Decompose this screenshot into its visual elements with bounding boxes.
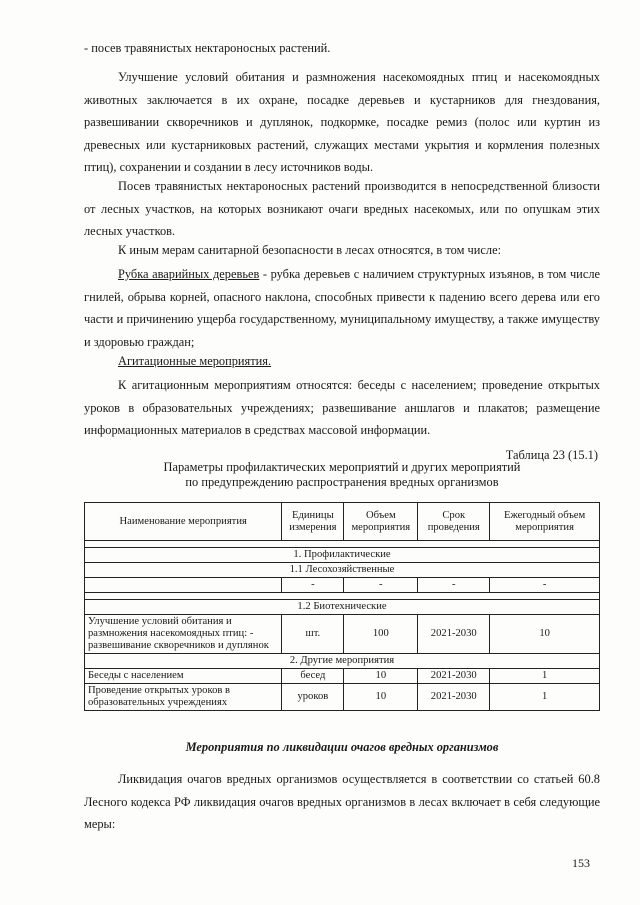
- cell-period: 2021-2030: [418, 669, 490, 684]
- section-heading-liquidation: Мероприятия по ликвидации очагов вредных организмов: [185, 740, 499, 754]
- cell-name: Проведение открытых уроков в образовательных учреждениях: [85, 684, 282, 711]
- paragraph-agitation: К агитационным мероприятиям относятся: беседы с населением; проведение открытых уроков в образовательных учреждениях; развешивание аншлагов и плакатов; размещение информационных материалов в средствах массовой информации.: [84, 378, 600, 438]
- table-section-row: [85, 563, 600, 578]
- term-agitation: Агитационные мероприятия.: [118, 354, 272, 368]
- cell-name: [85, 578, 282, 593]
- table-spacer-row: [85, 593, 600, 600]
- term-emergency-felling: Рубка аварийных деревьев: [118, 267, 260, 281]
- table-row: [85, 669, 600, 684]
- cell-annual: 1: [490, 669, 600, 684]
- table-title-line2: по предупреждению распространения вредных организмов: [185, 475, 499, 489]
- table-section-row: [85, 600, 600, 615]
- header-annual: Ежегодный объем мероприятия: [490, 503, 600, 541]
- cell-period: 2021-2030: [418, 615, 490, 654]
- paragraph-birds: Улучшение условий обитания и размножения насекомоядных птиц и насекомоядных животных заключается в их охране, посадке деревьев и кустарников для гнездования, развешивании скворечников и дуплянок, подкормке, посадке ремиз (полос или куртин из древесных или кустарниковых растений, служащих местами укрытия и кормления полезных птиц), сохранении и создании в лесу источников воды.: [84, 70, 600, 175]
- paragraph-sowing: Посев травянистых нектароносных растений производится в непосредственной близости от лесных участков, на которых возникают очаги вредных насекомых, или по опушкам этих лесных участков.: [84, 179, 600, 239]
- cell-volume: -: [344, 578, 418, 593]
- cell-units: шт.: [282, 615, 344, 654]
- section-preventive: 1. Профилактические: [85, 548, 600, 563]
- cell-units: -: [282, 578, 344, 593]
- cell-annual: 10: [490, 615, 600, 654]
- cell-units: бесед: [282, 669, 344, 684]
- paragraph-agitation-title: [84, 350, 600, 373]
- section-forestry: 1.1 Лесохозяйственные: [85, 563, 600, 578]
- definition-emergency-felling: - рубка деревьев с наличием структурных изъянов, в том числе гнилей, обрыва корней, опасного наклона, способных привести к падению всего дерева или его части и причинению ущерба государственному, муниципальному имуществу, а также имуществу и здоровью граждан;: [84, 267, 600, 349]
- table-spacer-row: [85, 541, 600, 548]
- paragraph-emergency-felling: [84, 263, 600, 353]
- cell-annual: 1: [490, 684, 600, 711]
- table-header-row: [85, 503, 600, 541]
- table-section-row: [85, 548, 600, 563]
- header-period: Срок проведения: [418, 503, 490, 541]
- cell-volume: 100: [344, 615, 418, 654]
- cell-period: -: [418, 578, 490, 593]
- header-name: Наименование мероприятия: [85, 503, 282, 541]
- header-volume: Объем мероприятия: [344, 503, 418, 541]
- cell-period: 2021-2030: [418, 684, 490, 711]
- table-row: [85, 684, 600, 711]
- section-biotechnical: 1.2 Биотехнические: [85, 600, 600, 615]
- cell-name: Улучшение условий обитания и размножения насекомоядных птиц: - развешивание скворечников и дуплянок: [85, 615, 282, 654]
- cell-volume: 10: [344, 669, 418, 684]
- page-number: 153: [572, 856, 590, 870]
- table-row: [85, 578, 600, 593]
- cell-units: уроков: [282, 684, 344, 711]
- cell-name: Беседы с населением: [85, 669, 282, 684]
- paragraph-other-measures: К иным мерам санитарной безопасности в лесах относятся, в том числе:: [118, 243, 502, 257]
- section-other: 2. Другие мероприятия: [85, 654, 600, 669]
- table-section-row: [85, 654, 600, 669]
- header-units: Единицы измерения: [282, 503, 344, 541]
- cell-annual: -: [490, 578, 600, 593]
- measures-table: [84, 502, 600, 711]
- table-title-line1: Параметры профилактических мероприятий и других мероприятий: [163, 460, 521, 474]
- cell-volume: 10: [344, 684, 418, 711]
- table-number: Таблица 23 (15.1): [505, 448, 598, 462]
- paragraph-nectar: - посев травянистых нектароносных растений.: [84, 41, 331, 55]
- paragraph-liquidation: Ликвидация очагов вредных организмов осуществляется в соответствии со статьей 60.8 Лесного кодекса РФ ликвидация очагов вредных организмов в лесах включает в себя следующие меры:: [84, 772, 600, 832]
- table-row: [85, 615, 600, 654]
